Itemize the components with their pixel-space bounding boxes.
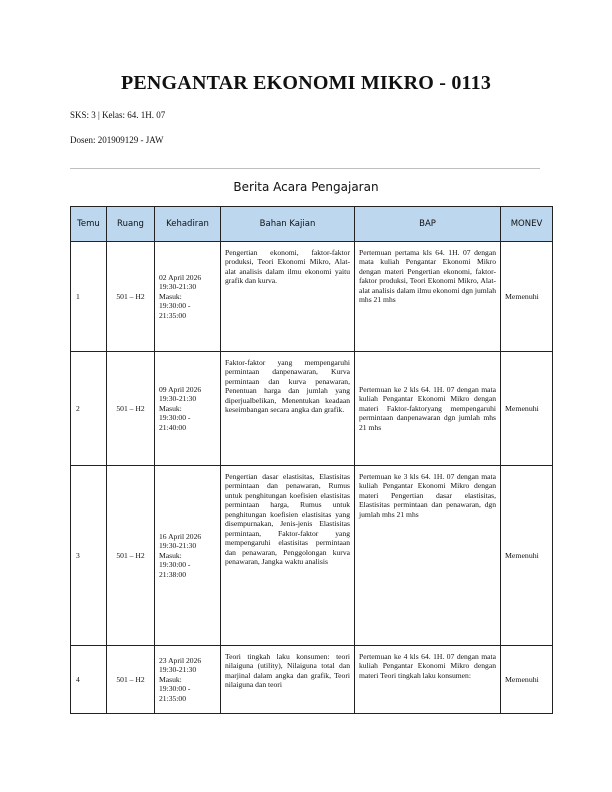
kehadiran-masuk-end: 21:40:00 (159, 422, 187, 432)
cell-temu: 4 (71, 646, 107, 714)
kehadiran-date: 16 April 2026 (159, 531, 202, 541)
cell-bap: Pertemuan pertama kls 64. 1H. 07 dengan mata kuliah Pengantar Ekonomi Mikro dengan materi Pengertian ekonomi, faktor-faktor produksi, Teori Ekonomi Mikro, Alat-alat analisis dalam ilmu ekonomi dgn jumlah mhs 21 mhs (355, 242, 501, 352)
kehadiran-masuk-label: Masuk: (159, 674, 182, 684)
section-title: Berita Acara Pengajaran (233, 180, 379, 194)
kehadiran-masuk-start: 19:30:00 - (159, 684, 191, 694)
cell-monev: Memenuhi (501, 646, 553, 714)
dosen-line: Dosen: 201909129 - JAW (70, 135, 164, 145)
header-bahan-kajian: Bahan Kajian (221, 207, 355, 242)
table-row (71, 646, 553, 714)
cell-ruang: 501 – H2 (107, 242, 155, 352)
cell-monev: Memenuhi (501, 352, 553, 466)
kehadiran-date: 23 April 2026 (159, 655, 202, 665)
kehadiran-time: 19:30-21:30 (159, 282, 197, 292)
header-temu: Temu (71, 207, 107, 242)
cell-monev: Memenuhi (501, 242, 553, 352)
cell-kehadiran (155, 242, 221, 352)
table-row (71, 352, 553, 466)
table-row (71, 466, 553, 646)
cell-bap: Pertemuan ke 4 kls 64. 1H. 07 dengan mata kuliah Pengantar Ekonomi Mikro dengan materi Teori tingkah laku konsumen: (355, 646, 501, 714)
kehadiran-masuk-end: 21:38:00 (159, 569, 187, 579)
table-header-row (71, 207, 553, 242)
cell-kehadiran (155, 466, 221, 646)
cell-bap: Pertemuan ke 3 kls 64. 1H. 07 dengan mata kuliah Pengantar Ekonomi Mikro dengan materi Pengertian dasar elastisitas, Elastisitas permintaan dan penawaran, dgn jumlah mhs 21 mhs (355, 466, 501, 646)
cell-temu: 2 (71, 352, 107, 466)
kehadiran-time: 19:30-21:30 (159, 394, 197, 404)
kehadiran-masuk-start: 19:30:00 - (159, 413, 191, 423)
cell-ruang: 501 – H2 (107, 352, 155, 466)
kehadiran-time: 19:30-21:30 (159, 665, 197, 675)
kehadiran-date: 02 April 2026 (159, 272, 202, 282)
bap-table (70, 206, 553, 714)
divider (70, 168, 540, 169)
kehadiran-masuk-label: Masuk: (159, 403, 182, 413)
cell-temu: 3 (71, 466, 107, 646)
cell-kehadiran (155, 646, 221, 714)
cell-kehadiran (155, 352, 221, 466)
kehadiran-masuk-start: 19:30:00 - (159, 560, 191, 570)
table-row (71, 242, 553, 352)
cell-bahan-kajian: Faktor-faktor yang mempengaruhi permintaan danpenawaran, Kurva permintaan dan kurva penawaran, Penentuan harga dan jumlah yang diperjualbelikan, Menentukan keadaan keseimbangan secara angka dan grafik. (221, 352, 355, 466)
cell-monev: Memenuhi (501, 466, 553, 646)
kehadiran-time: 19:30-21:30 (159, 541, 197, 551)
kehadiran-masuk-label: Masuk: (159, 550, 182, 560)
document-title: PENGANTAR EKONOMI MIKRO - 0113 (120, 72, 492, 94)
header-kehadiran: Kehadiran (155, 207, 221, 242)
cell-ruang: 501 – H2 (107, 466, 155, 646)
header-monev: MONEV (501, 207, 553, 242)
kehadiran-masuk-start: 19:30:00 - (159, 301, 191, 311)
kehadiran-masuk-end: 21:35:00 (159, 310, 187, 320)
cell-temu: 1 (71, 242, 107, 352)
kehadiran-masuk-label: Masuk: (159, 291, 182, 301)
kehadiran-date: 09 April 2026 (159, 384, 202, 394)
cell-bahan-kajian: Pengertian ekonomi, faktor-faktor produksi, Teori Ekonomi Mikro, Alat-alat analisis dalam ilmu ekonomi yaitu grafik dan kurva. (221, 242, 355, 352)
cell-bahan-kajian: Teori tingkah laku konsumen: teori nilaiguna (utility), Nilaiguna total dan marjinal dalam angka dan grafik, Teori nilaiguna dan teori (221, 646, 355, 714)
kehadiran-masuk-end: 21:35:00 (159, 693, 187, 703)
header-bap: BAP (355, 207, 501, 242)
cell-bahan-kajian: Pengertian dasar elastisitas, Elastisitas permintaan dan penawaran, Rumus untuk penghitungan koefisien elastisitas permintaan harga, Rumus untuk penghitungan koefisien elastisitas yang disempurnakan, Jenis-jenis Elastisitas permintaan, Faktor-faktor yang mempengaruhi elastisitas permintaan dan penawaran, Penggolongan kurva penawaran, Jangka waktu analisis (221, 466, 355, 646)
sks-kelas-line: SKS: 3 | Kelas: 64. 1H. 07 (70, 110, 166, 120)
header-ruang: Ruang (107, 207, 155, 242)
cell-bap: Pertemuan ke 2 kls 64. 1H. 07 dengan mata kuliah Pengantar Ekonomi Mikro dengan materi Faktor-faktoryang mempengaruhi permintaan danpenawaran dgn jumlah mhs 21 mhs (355, 352, 501, 466)
cell-ruang: 501 – H2 (107, 646, 155, 714)
